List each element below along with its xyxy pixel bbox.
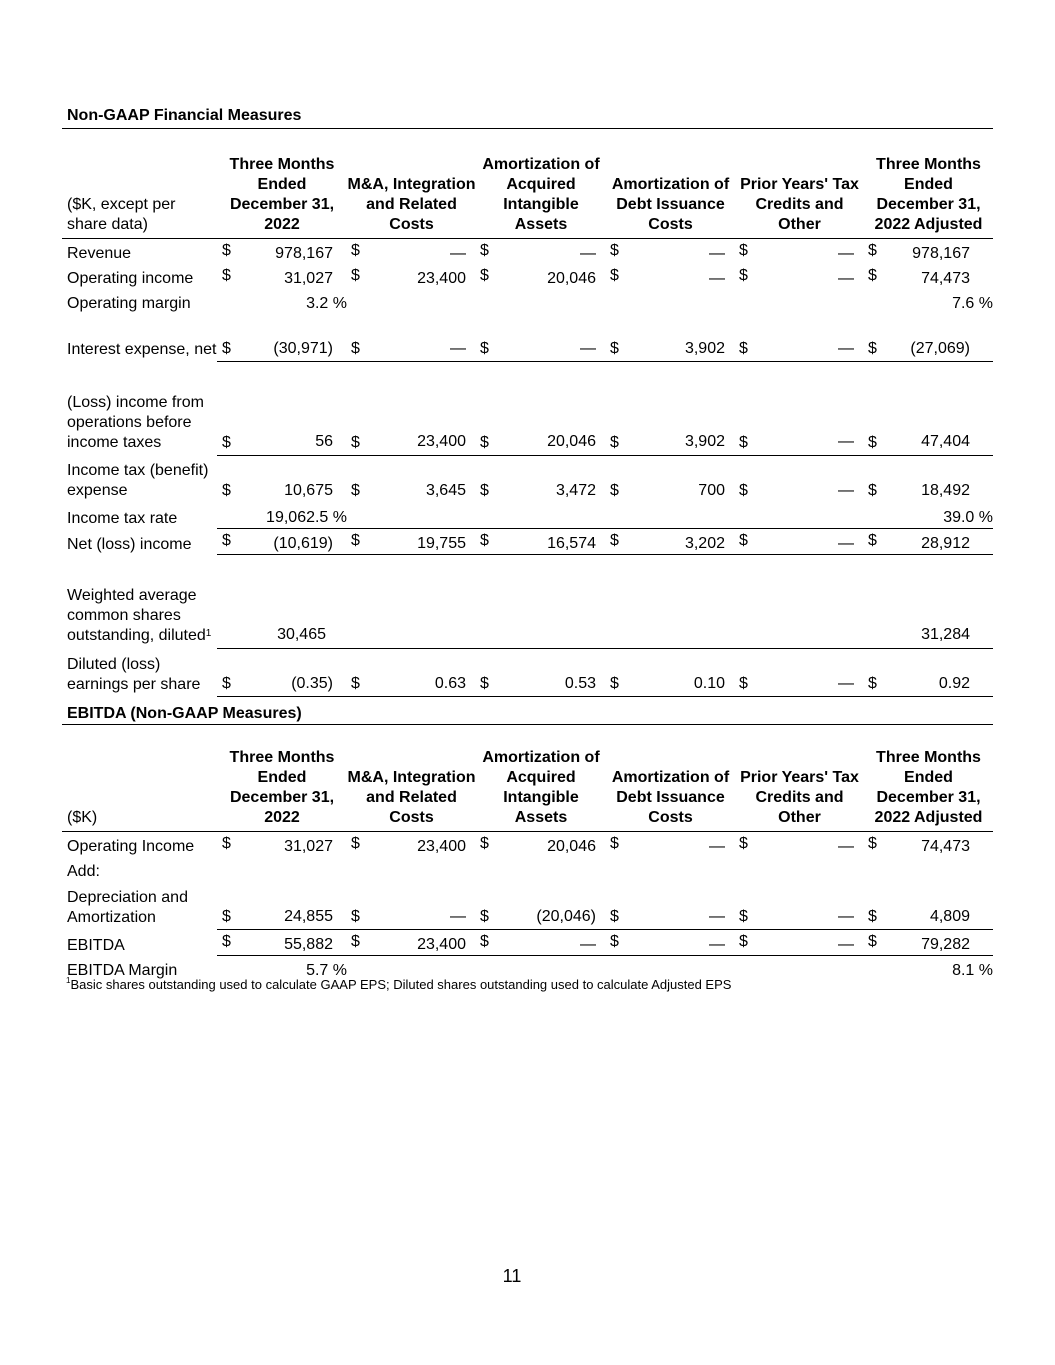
value-cell: [476, 264, 606, 289]
value-cell: [864, 456, 993, 504]
value-cell: [864, 503, 993, 529]
currency-symbol: $: [739, 434, 748, 451]
cell-value: 23,400: [417, 433, 466, 450]
currency-symbol: $: [480, 434, 489, 451]
cell-value: —: [838, 908, 854, 925]
cell-value: 24,855: [284, 908, 333, 925]
value-cell: [606, 882, 735, 930]
value-cell: [347, 529, 476, 555]
empty-cell: [735, 956, 864, 982]
value-cell: [217, 264, 347, 289]
currency-symbol: $: [610, 267, 619, 284]
col-header: Amortization of Debt Issuance Costs: [606, 725, 735, 832]
currency-symbol: $: [480, 340, 489, 357]
value-cell: [735, 882, 864, 930]
value-cell: [864, 956, 993, 982]
cell-value: 47,404: [921, 433, 970, 450]
col-header: M&A, Integration and Related Costs: [347, 725, 476, 832]
value-cell: [347, 264, 476, 289]
value-cell: [735, 456, 864, 504]
cell-value: 10,675: [284, 482, 333, 499]
col-header: Three Months Ended December 31, 2022: [217, 129, 347, 239]
currency-symbol: $: [739, 908, 748, 925]
value-cell: [606, 239, 735, 265]
currency-symbol: $: [868, 908, 877, 925]
value-cell: [864, 264, 993, 289]
value-cell: [217, 649, 347, 697]
value-cell: [476, 930, 606, 956]
table-row: [62, 529, 993, 555]
value-cell: [606, 930, 735, 956]
cell-value: (27,069): [910, 340, 970, 357]
value-cell: [476, 529, 606, 555]
row-label: Operating Income: [67, 838, 195, 855]
value-cell: [217, 239, 347, 265]
value-cell: [476, 832, 606, 858]
row-label: Operating margin: [67, 295, 191, 312]
value-cell: [864, 882, 993, 930]
currency-symbol: $: [868, 835, 877, 852]
row-label: Net (loss) income: [67, 535, 192, 553]
currency-symbol: $: [222, 908, 231, 925]
footnote-marker: 1: [66, 976, 71, 985]
empty-cell: [735, 857, 864, 882]
currency-symbol: $: [739, 340, 748, 357]
currency-symbol: $: [739, 933, 748, 950]
value-cell: [476, 362, 606, 456]
row-label: Income tax rate: [67, 509, 178, 527]
value-cell: [217, 503, 347, 529]
cell-value: —: [450, 908, 466, 925]
cell-value: —: [838, 838, 854, 855]
col-header: Prior Years' Tax Credits and Other: [735, 129, 864, 239]
table-row: [62, 832, 993, 858]
row-label: Add:: [67, 863, 100, 880]
cell-value: 0.53: [564, 675, 596, 692]
cell-value: 3,902: [684, 340, 725, 357]
cell-value: 23,400: [417, 270, 466, 287]
currency-symbol: $: [351, 532, 360, 549]
currency-symbol: $: [480, 532, 489, 549]
value-cell: [476, 882, 606, 930]
currency-symbol: $: [222, 267, 231, 284]
cell-value: 978,167: [275, 245, 333, 262]
value-cell: [347, 456, 476, 504]
cell-value: 23,400: [417, 936, 466, 953]
cell-value: —: [838, 936, 854, 953]
cell-value: —: [838, 270, 854, 287]
cell-value: (30,971): [273, 340, 333, 357]
col-header: M&A, Integration and Related Costs: [347, 129, 476, 239]
value-cell: [476, 456, 606, 504]
table-row: [62, 555, 993, 649]
value-cell: [864, 239, 993, 265]
cell-value: —: [450, 245, 466, 262]
col-header: Amortization of Acquired Intangible Assets: [476, 129, 606, 239]
empty-cell: [606, 555, 735, 649]
currency-symbol: $: [610, 242, 619, 259]
currency-symbol: $: [739, 242, 748, 259]
table-row: [62, 857, 993, 882]
cell-value: 74,473: [921, 838, 970, 855]
cell-value: —: [709, 245, 725, 262]
row-label: Depreciation and Amortization: [67, 888, 188, 926]
currency-symbol: $: [610, 482, 619, 499]
currency-symbol: $: [868, 675, 877, 692]
cell-value: —: [709, 908, 725, 925]
currency-symbol: $: [351, 675, 360, 692]
value-cell: [606, 832, 735, 858]
row-label: Diluted (loss) earnings per share: [67, 655, 201, 693]
currency-symbol: $: [351, 434, 360, 451]
table-row: [62, 264, 993, 289]
value-cell: [476, 314, 606, 362]
cell-value: 31,284: [921, 626, 970, 643]
cell-value: 30,465: [277, 626, 326, 643]
table-row: [62, 930, 993, 956]
currency-symbol: $: [610, 532, 619, 549]
currency-symbol: $: [610, 434, 619, 451]
row-label: EBITDA: [67, 936, 125, 954]
col-header: Three Months Ended December 31, 2022 Adjusted: [864, 725, 993, 832]
cell-value: 3,902: [684, 433, 725, 450]
cell-value: —: [838, 433, 854, 450]
cell-value: (0.35): [291, 675, 333, 692]
table-row: [62, 649, 993, 697]
cell-value: 20,046: [547, 433, 596, 450]
currency-symbol: $: [222, 835, 231, 852]
currency-symbol: $: [351, 340, 360, 357]
cell-value: 3,202: [684, 535, 725, 552]
cell-value: 55,882: [284, 936, 333, 953]
currency-symbol: $: [480, 267, 489, 284]
currency-symbol: $: [351, 267, 360, 284]
cell-value: —: [580, 340, 596, 357]
currency-symbol: $: [222, 933, 231, 950]
empty-cell: [735, 555, 864, 649]
table2-header-label: ($K): [62, 725, 217, 832]
col-header: Amortization of Debt Issuance Costs: [606, 129, 735, 239]
cell-value: —: [838, 675, 854, 692]
empty-cell: [606, 289, 735, 314]
value-cell: [347, 239, 476, 265]
cell-value: 0.63: [434, 675, 466, 692]
cell-value: —: [580, 936, 596, 953]
value-cell: [735, 832, 864, 858]
currency-symbol: $: [351, 242, 360, 259]
value-cell: [217, 456, 347, 504]
currency-symbol: $: [351, 933, 360, 950]
table-row: [62, 362, 993, 456]
value-cell: [217, 314, 347, 362]
cell-value: 3,645: [425, 482, 466, 499]
cell-value: 74,473: [921, 270, 970, 287]
currency-symbol: $: [868, 933, 877, 950]
table-row: [62, 882, 993, 930]
currency-symbol: $: [351, 835, 360, 852]
value-cell: [217, 529, 347, 555]
row-label: [62, 555, 217, 649]
table2-title: EBITDA (Non-GAAP Measures): [67, 705, 302, 722]
value-cell: [217, 930, 347, 956]
cell-value: —: [450, 340, 466, 357]
cell-value: —: [838, 535, 854, 552]
row-label: (Loss) income from operations before income taxes: [67, 393, 204, 451]
cell-value: 5.7 %: [306, 962, 347, 979]
value-cell: [347, 930, 476, 956]
cell-value: 0.92: [938, 675, 970, 692]
cell-value: 56: [315, 433, 333, 450]
empty-cell: [217, 857, 347, 882]
empty-cell: [735, 503, 864, 529]
table1-header-row: [62, 129, 993, 239]
col-header: Amortization of Acquired Intangible Assets: [476, 725, 606, 832]
cell-value: —: [838, 340, 854, 357]
col-header: Three Months Ended December 31, 2022: [217, 725, 347, 832]
currency-symbol: $: [222, 532, 231, 549]
value-cell: [347, 882, 476, 930]
cell-value: 31,027: [284, 838, 333, 855]
value-cell: [476, 239, 606, 265]
col-header: Three Months Ended December 31, 2022 Adjusted: [864, 129, 993, 239]
currency-symbol: $: [480, 933, 489, 950]
currency-symbol: $: [739, 482, 748, 499]
cell-value: —: [709, 936, 725, 953]
table-row: [62, 239, 993, 265]
footnote-ref: 1: [205, 627, 212, 639]
value-cell: [606, 362, 735, 456]
currency-symbol: $: [868, 532, 877, 549]
empty-cell: [476, 857, 606, 882]
value-cell: [217, 289, 347, 314]
row-label: Interest expense, net: [67, 340, 217, 358]
value-cell: [606, 529, 735, 555]
currency-symbol: $: [351, 908, 360, 925]
cell-value: (10,619): [273, 535, 333, 552]
empty-cell: [735, 289, 864, 314]
value-cell: [347, 362, 476, 456]
currency-symbol: $: [480, 482, 489, 499]
currency-symbol: $: [610, 340, 619, 357]
cell-value: 20,046: [547, 838, 596, 855]
value-cell: [735, 239, 864, 265]
value-cell: [217, 882, 347, 930]
cell-value: 4,809: [929, 908, 970, 925]
ebitda-table: [62, 724, 993, 981]
value-cell: [347, 314, 476, 362]
cell-value: 20,046: [547, 270, 596, 287]
cell-value: 3,472: [555, 482, 596, 499]
cell-value: 7.6 %: [952, 295, 993, 312]
empty-cell: [347, 503, 476, 529]
value-cell: [864, 649, 993, 697]
currency-symbol: $: [739, 267, 748, 284]
value-cell: [347, 832, 476, 858]
currency-symbol: $: [222, 434, 231, 451]
empty-cell: [347, 289, 476, 314]
currency-symbol: $: [868, 267, 877, 284]
empty-cell: [476, 289, 606, 314]
empty-cell: [606, 857, 735, 882]
currency-symbol: $: [868, 482, 877, 499]
currency-symbol: $: [351, 482, 360, 499]
non-gaap-table: [62, 128, 993, 697]
value-cell: [476, 649, 606, 697]
currency-symbol: $: [610, 675, 619, 692]
value-cell: [864, 832, 993, 858]
value-cell: [864, 930, 993, 956]
col-header: Prior Years' Tax Credits and Other: [735, 725, 864, 832]
currency-symbol: $: [610, 933, 619, 950]
table1-title: Non-GAAP Financial Measures: [67, 107, 302, 124]
value-cell: [864, 555, 993, 649]
table1-header-label: ($K, except per share data): [62, 129, 217, 239]
cell-value: —: [709, 270, 725, 287]
currency-symbol: $: [480, 675, 489, 692]
empty-cell: [476, 555, 606, 649]
currency-symbol: $: [222, 482, 231, 499]
table-row: [62, 456, 993, 504]
currency-symbol: $: [480, 835, 489, 852]
cell-value: —: [838, 245, 854, 262]
cell-value: 19,062.5 %: [266, 509, 347, 526]
cell-value: 700: [698, 482, 725, 499]
empty-cell: [606, 503, 735, 529]
currency-symbol: $: [222, 340, 231, 357]
value-cell: [735, 314, 864, 362]
value-cell: [735, 529, 864, 555]
currency-symbol: $: [222, 675, 231, 692]
currency-symbol: $: [868, 340, 877, 357]
currency-symbol: $: [739, 675, 748, 692]
currency-symbol: $: [868, 434, 877, 451]
page-number: 11: [502, 1266, 522, 1286]
cell-value: 19,755: [417, 535, 466, 552]
value-cell: [606, 314, 735, 362]
value-cell: [864, 314, 993, 362]
cell-value: —: [709, 838, 725, 855]
cell-value: 18,492: [921, 482, 970, 499]
cell-value: 23,400: [417, 838, 466, 855]
row-label: EBITDA Margin: [67, 962, 178, 979]
cell-value: 16,574: [547, 535, 596, 552]
cell-value: 3.2 %: [306, 295, 347, 312]
empty-cell: [476, 503, 606, 529]
cell-value: 0.10: [693, 675, 725, 692]
value-cell: [735, 264, 864, 289]
value-cell: [217, 555, 347, 649]
cell-value: 79,282: [921, 936, 970, 953]
row-label: Income tax (benefit) expense: [67, 462, 209, 499]
cell-value: 8.1 %: [952, 962, 993, 979]
table-row: [62, 314, 993, 362]
cell-value: 978,167: [912, 245, 970, 262]
footnote-text: Basic shares outstanding used to calculate GAAP EPS; Diluted shares outstanding used to calculate Adjusted EPS: [70, 977, 732, 992]
empty-cell: [347, 857, 476, 882]
currency-symbol: $: [868, 242, 877, 259]
empty-cell: [347, 555, 476, 649]
value-cell: [735, 930, 864, 956]
currency-symbol: $: [480, 908, 489, 925]
table2-header-row: [62, 725, 993, 832]
currency-symbol: $: [739, 835, 748, 852]
value-cell: [735, 362, 864, 456]
value-cell: [606, 649, 735, 697]
cell-value: 39.0 %: [943, 509, 993, 526]
cell-value: —: [580, 245, 596, 262]
value-cell: [864, 362, 993, 456]
currency-symbol: $: [222, 242, 231, 259]
currency-symbol: $: [610, 908, 619, 925]
value-cell: [347, 649, 476, 697]
cell-value: (20,046): [536, 908, 596, 925]
value-cell: [217, 362, 347, 456]
row-label-text: Weighted average common shares outstanding, diluted: [67, 586, 206, 644]
cell-value: —: [838, 482, 854, 499]
table-row: [62, 503, 993, 529]
value-cell: [735, 649, 864, 697]
value-cell: [217, 832, 347, 858]
currency-symbol: $: [610, 835, 619, 852]
currency-symbol: $: [739, 532, 748, 549]
value-cell: [864, 529, 993, 555]
value-cell: [606, 264, 735, 289]
table-row: [62, 289, 993, 314]
value-cell: [606, 456, 735, 504]
cell-value: 28,912: [921, 535, 970, 552]
footnote: [66, 977, 731, 992]
row-label: Revenue: [67, 245, 132, 262]
currency-symbol: $: [480, 242, 489, 259]
cell-value: 31,027: [284, 270, 333, 287]
row-label: Operating income: [67, 270, 194, 287]
value-cell: [864, 289, 993, 314]
empty-cell: [864, 857, 993, 882]
